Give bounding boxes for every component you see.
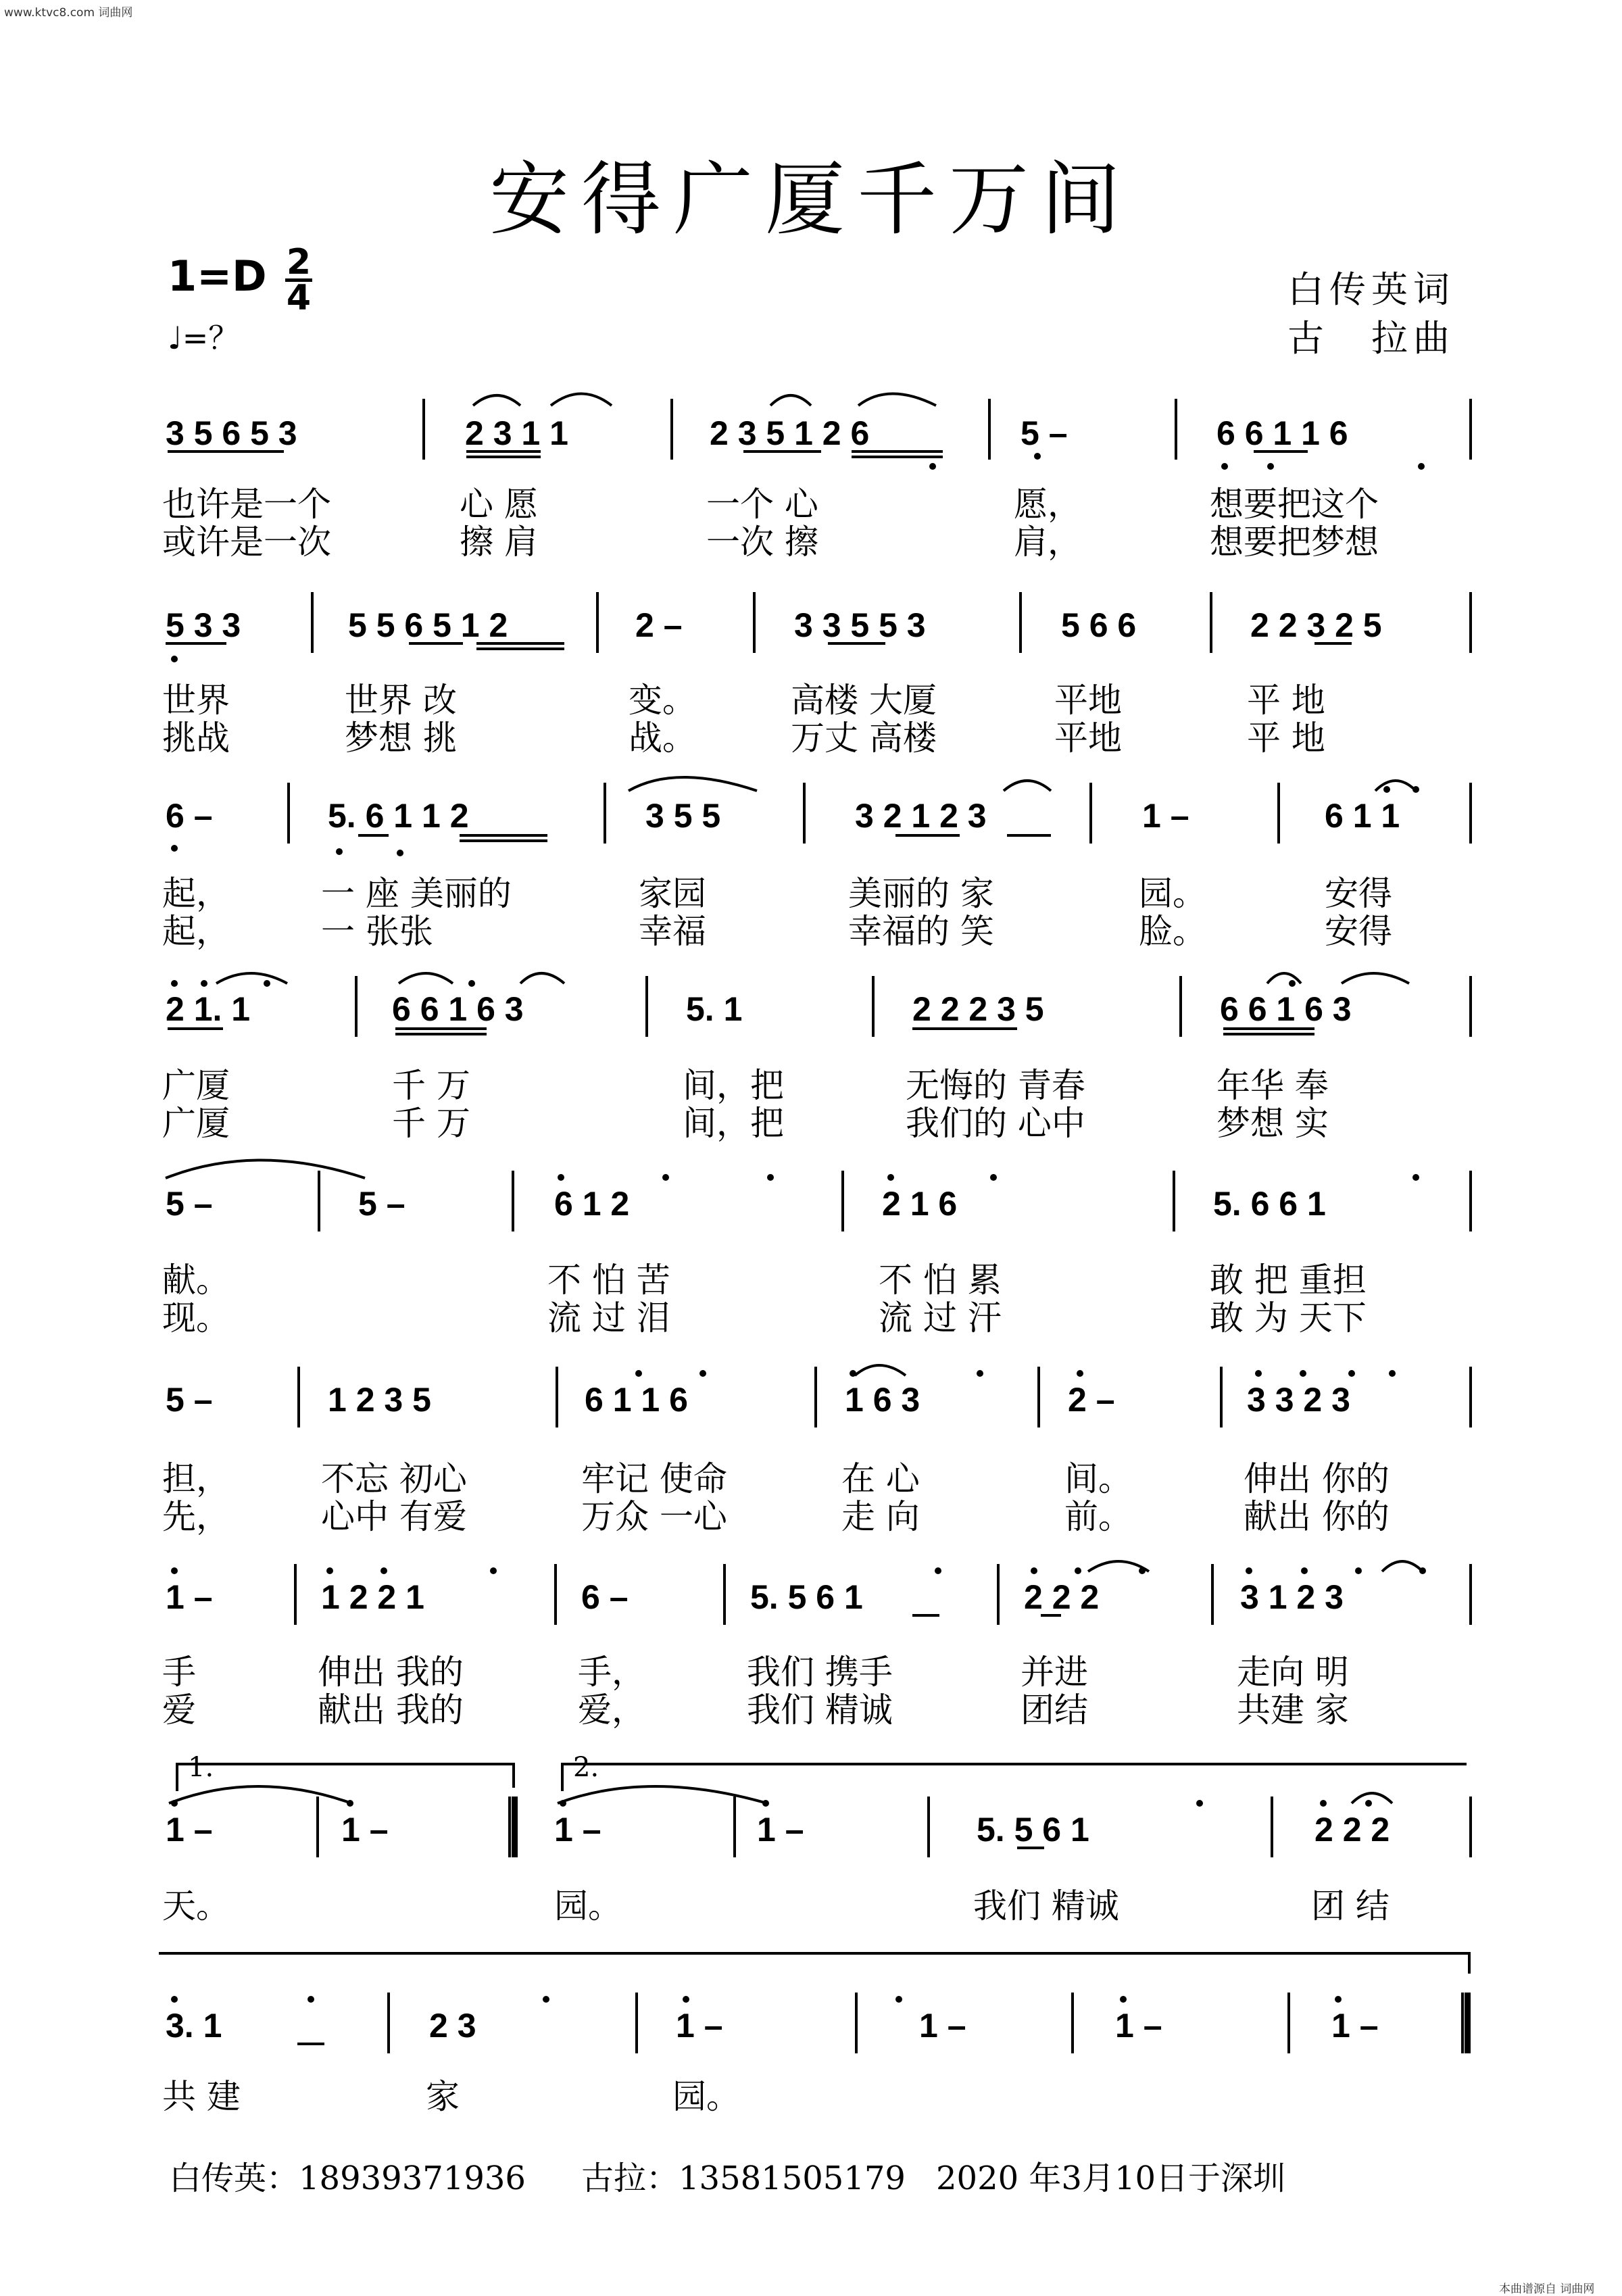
lyric-v2-m3-s4: 间，把 xyxy=(683,1104,784,1143)
lyric-v2-m4-s3: 幸福的 笑 xyxy=(848,912,994,951)
lyric-v1-m6-s2: 平 地 xyxy=(1247,681,1325,720)
notes-m5-s3: 1 – xyxy=(1142,797,1189,835)
lyric-v2-m4-s6: 走 向 xyxy=(841,1497,920,1536)
notes-m6-s9: 1 – xyxy=(1331,2007,1379,2045)
watermark-top-left: www.ktvc8.com 词曲网 xyxy=(4,6,133,20)
notes-m1-s9: 3. 1 xyxy=(166,2007,222,2045)
notes-m2-s4: 6 6 1 6 3 xyxy=(392,990,524,1028)
lyric-v2-m2-s1: 擦 肩 xyxy=(460,522,538,562)
notes-m3-s5: 6 1 2 xyxy=(554,1185,630,1223)
notes-m3-s1: 2 3 5 1 2 6 xyxy=(710,414,870,452)
notes-m5-s4: 6 6 1 6 3 xyxy=(1220,990,1352,1028)
lyric-v2-m1-s1: 或许是一次 xyxy=(162,522,331,562)
lyric-v2-m4-s5: 流 过 汗 xyxy=(879,1298,1002,1338)
lyric-v1-m4-s7: 我们 携手 xyxy=(747,1653,893,1692)
lyric-v1-m6-s3: 安得 xyxy=(1325,874,1392,913)
notes-m2-s2: 5 5 6 5 1 2 xyxy=(348,606,508,644)
lyric-v1-m2-s7: 伸出 我的 xyxy=(318,1653,464,1692)
notes-m3-s4: 5. 1 xyxy=(686,990,743,1028)
notes-m4-s4: 2 2 2 3 5 xyxy=(912,990,1044,1028)
time-signature xyxy=(285,242,312,318)
lyric-v1-m5-s6: 间。 xyxy=(1064,1459,1132,1498)
lyric-v1-m6-s8: 团 结 xyxy=(1311,1886,1390,1926)
lyric-v1-m2-s2: 世界 改 xyxy=(345,681,457,720)
notes-m4-s7: 5. 5 6 1 xyxy=(750,1578,863,1616)
notes-m2-s5: 5 – xyxy=(358,1185,406,1223)
lyric-v2-m1-s5: 现。 xyxy=(162,1298,230,1338)
notes-m6-s7: 3 1 2 3 xyxy=(1240,1578,1344,1616)
lyric-v2-m5-s1: 想要把梦想 xyxy=(1210,522,1379,562)
lyric-v2-m3-s2: 战。 xyxy=(629,718,696,758)
notes-m5-s1: 6 6 1 1 6 xyxy=(1216,414,1348,452)
notes-m5-s6: 2 – xyxy=(1068,1381,1115,1419)
lyric-v1-m2-s1: 心 愿 xyxy=(460,485,538,524)
lyric-v1-m2-s9: 家 xyxy=(426,2077,460,2116)
volta-second-ending: 2. xyxy=(573,1752,599,1783)
final-barline xyxy=(1461,1993,1471,2053)
lyric-v2-m6-s3: 安得 xyxy=(1325,912,1392,951)
lyric-v2-m3-s6: 万众 一心 xyxy=(581,1497,727,1536)
notes-m3-s2: 2 – xyxy=(635,606,683,644)
lyric-v1-m1-s6: 担， xyxy=(162,1459,230,1498)
lyric-v1-m3-s4: 间，把 xyxy=(683,1066,784,1105)
notes-m4-s6: 1 6 3 xyxy=(845,1381,920,1419)
lyric-v1-m3-s2: 变。 xyxy=(629,681,696,720)
lyric-v1-m4-s6: 在 心 xyxy=(841,1459,920,1498)
notes-m4-s9: 1 – xyxy=(919,2007,966,2045)
lyric-v2-m3-s3: 幸福 xyxy=(639,912,706,951)
lyric-v1-m4-s2: 高楼 大厦 xyxy=(791,681,937,720)
lyric-v2-m3-s7: 爱， xyxy=(578,1690,645,1730)
lyric-v2-m4-s2: 万丈 高楼 xyxy=(791,718,937,758)
lyric-v1-m5-s3: 园。 xyxy=(1139,874,1206,913)
lyric-v2-m6-s7: 共建 家 xyxy=(1237,1690,1349,1730)
lyric-v2-m5-s5: 敢 为 天下 xyxy=(1210,1298,1367,1338)
notes-m5-s5: 5. 6 6 1 xyxy=(1213,1185,1326,1223)
notes-m1-s3: 6 – xyxy=(166,797,213,835)
notes-m1-s8: 1 – xyxy=(166,1811,213,1849)
lyricist-credit: 白传英词 xyxy=(1287,268,1455,311)
notes-m2-s6: 1 2 3 5 xyxy=(328,1381,431,1419)
notes-m5-s7: 2 2 2 xyxy=(1024,1578,1100,1616)
notes-m1-s7: 1 – xyxy=(166,1578,213,1616)
lyric-v2-m1-s4: 广厦 xyxy=(162,1104,230,1143)
notes-m2-s9: 2 3 xyxy=(429,2007,476,2045)
lyric-v2-m2-s4: 千 万 xyxy=(392,1104,470,1143)
lyric-v1-m4-s3: 美丽的 家 xyxy=(848,874,994,913)
notes-m1-s2: 5 3 3 xyxy=(166,606,241,644)
lyric-v1-m2-s3: 一 座 美丽的 xyxy=(321,874,512,913)
notes-m1-s6: 5 – xyxy=(166,1381,213,1419)
tempo-marking: ♩=？ xyxy=(168,320,240,356)
lyric-v1-m5-s1: 想要把这个 xyxy=(1210,485,1379,524)
lyric-v1-m1-s1: 也许是一个 xyxy=(162,485,331,524)
notes-m5-s8: 5. 5 6 1 xyxy=(977,1811,1089,1849)
lyric-v2-m1-s6: 先， xyxy=(162,1497,230,1536)
lyric-v2-m5-s2: 平地 xyxy=(1054,718,1122,758)
notes-m1-s5: 5 – xyxy=(166,1185,213,1223)
lyric-v2-m2-s3: 一 张张 xyxy=(321,912,433,951)
notes-m3-s3: 3 5 5 xyxy=(645,797,721,835)
notes-m3-s9: 1 – xyxy=(676,2007,723,2045)
notes-m4-s2: 3 3 5 5 3 xyxy=(794,606,926,644)
lyric-v2-m3-s1: 一次 擦 xyxy=(706,522,818,562)
notes-m3-s8: 1 – xyxy=(554,1811,601,1849)
lyric-v1-m1-s8: 天。 xyxy=(162,1886,230,1926)
notes-m2-s3: 5. 6 1 1 2 xyxy=(328,797,469,835)
repeat-end-barline xyxy=(508,1797,518,1857)
notes-m6-s8: 2 2 2 xyxy=(1314,1811,1390,1849)
lyric-v1-m3-s3: 家园 xyxy=(639,874,706,913)
lyric-v1-m1-s7: 手 xyxy=(162,1653,196,1692)
lyric-v1-m5-s7: 并进 xyxy=(1021,1653,1088,1692)
lyric-v1-m1-s2: 世界 xyxy=(162,681,230,720)
notes-m6-s2: 2 2 3 2 5 xyxy=(1250,606,1382,644)
lyric-v2-m1-s7: 爱 xyxy=(162,1690,196,1730)
lyric-v1-m3-s5: 不 怕 苦 xyxy=(547,1261,670,1300)
lyric-v2-m5-s7: 团结 xyxy=(1021,1690,1088,1730)
lyric-v2-m2-s6: 心中 有爱 xyxy=(321,1497,467,1536)
lyric-v2-m5-s6: 前。 xyxy=(1064,1497,1132,1536)
notes-m6-s3: 6 1 1 xyxy=(1325,797,1400,835)
lyric-v2-m5-s3: 脸。 xyxy=(1139,912,1206,951)
lyric-v1-m4-s1: 愿， xyxy=(1014,485,1081,524)
time-signature-denominator: 4 xyxy=(286,278,312,318)
lyric-v2-m1-s3: 起， xyxy=(162,912,230,951)
notes-m4-s1: 5 – xyxy=(1021,414,1068,452)
lyric-v2-m6-s6: 献出 你的 xyxy=(1244,1497,1390,1536)
notes-m5-s9: 1 – xyxy=(1115,2007,1162,2045)
notes-m1-s4: 2 1. 1 xyxy=(166,990,251,1028)
lyric-v1-m2-s4: 千 万 xyxy=(392,1066,470,1105)
volta-first-ending: 1. xyxy=(188,1752,214,1783)
lyric-v1-m1-s5: 献。 xyxy=(162,1261,230,1300)
lyric-v2-m3-s5: 流 过 泪 xyxy=(547,1298,670,1338)
lyric-v1-m3-s1: 一个 心 xyxy=(706,485,818,524)
notes-m6-s6: 3 3 2 3 xyxy=(1247,1381,1350,1419)
lyric-v2-m4-s1: 肩， xyxy=(1014,522,1081,562)
lyric-v1-m3-s8: 园。 xyxy=(554,1886,622,1926)
notes-m2-s7: 1 2 2 1 xyxy=(321,1578,424,1616)
lyric-v1-m6-s7: 走向 明 xyxy=(1237,1653,1349,1692)
lyric-v2-m2-s7: 献出 我的 xyxy=(318,1690,464,1730)
notes-m2-s8: 1 – xyxy=(341,1811,389,1849)
time-signature-numerator: 2 xyxy=(286,242,312,283)
lyric-v1-m5-s8: 我们 精诚 xyxy=(973,1886,1119,1926)
song-title: 安得广厦千万间 xyxy=(489,153,1133,246)
notes-m4-s3: 3 2 1 2 3 xyxy=(855,797,987,835)
notes-m2-s1: 2 3 1 1 xyxy=(465,414,568,452)
lyric-v2-m6-s2: 平 地 xyxy=(1247,718,1325,758)
notes-m4-s8: 1 – xyxy=(757,1811,804,1849)
key-signature: 1=D xyxy=(168,251,267,301)
lyricist-contact: 白传英：18939371936 xyxy=(169,2159,526,2197)
watermark-bottom-right: 本曲谱源自 词曲网 xyxy=(1499,2282,1595,2296)
lyric-v1-m1-s9: 共 建 xyxy=(162,2077,241,2116)
notes-m1-s1: 3 5 6 5 3 xyxy=(166,414,297,452)
lyric-v1-m2-s6: 不忘 初心 xyxy=(321,1459,467,1498)
lyric-v2-m1-s2: 挑战 xyxy=(162,718,230,758)
lyric-v2-m2-s2: 梦想 挑 xyxy=(345,718,457,758)
notes-m3-s7: 6 – xyxy=(581,1578,629,1616)
composer-contact: 古拉：13581505179 xyxy=(581,2159,906,2197)
lyric-v1-m1-s3: 起， xyxy=(162,874,230,913)
lyric-v2-m5-s4: 梦想 实 xyxy=(1216,1104,1329,1143)
notes-m5-s2: 5 6 6 xyxy=(1061,606,1137,644)
lyric-v1-m4-s5: 不 怕 累 xyxy=(879,1261,1002,1300)
lyric-v1-m1-s4: 广厦 xyxy=(162,1066,230,1105)
lyric-v1-m5-s4: 年华 奉 xyxy=(1216,1066,1329,1105)
notes-m4-s5: 2 1 6 xyxy=(882,1185,958,1223)
lyric-v1-m5-s5: 敢 把 重担 xyxy=(1210,1261,1367,1300)
composer-credit: 古 拉曲 xyxy=(1287,317,1455,360)
lyric-v1-m3-s7: 手， xyxy=(578,1653,645,1692)
lyric-v1-m4-s4: 无悔的 青春 xyxy=(906,1066,1085,1105)
lyric-v1-m3-s9: 园。 xyxy=(672,2077,740,2116)
lyric-v1-m5-s2: 平地 xyxy=(1054,681,1122,720)
lyric-v1-m3-s6: 牢记 使命 xyxy=(581,1459,727,1498)
date-place: 2020 年3月10日于深圳 xyxy=(936,2159,1286,2197)
notes-m3-s6: 6 1 1 6 xyxy=(585,1381,688,1419)
lyric-v1-m6-s6: 伸出 你的 xyxy=(1244,1459,1390,1498)
lyric-v2-m4-s7: 我们 精诚 xyxy=(747,1690,893,1730)
lyric-v2-m4-s4: 我们的 心中 xyxy=(906,1104,1085,1143)
